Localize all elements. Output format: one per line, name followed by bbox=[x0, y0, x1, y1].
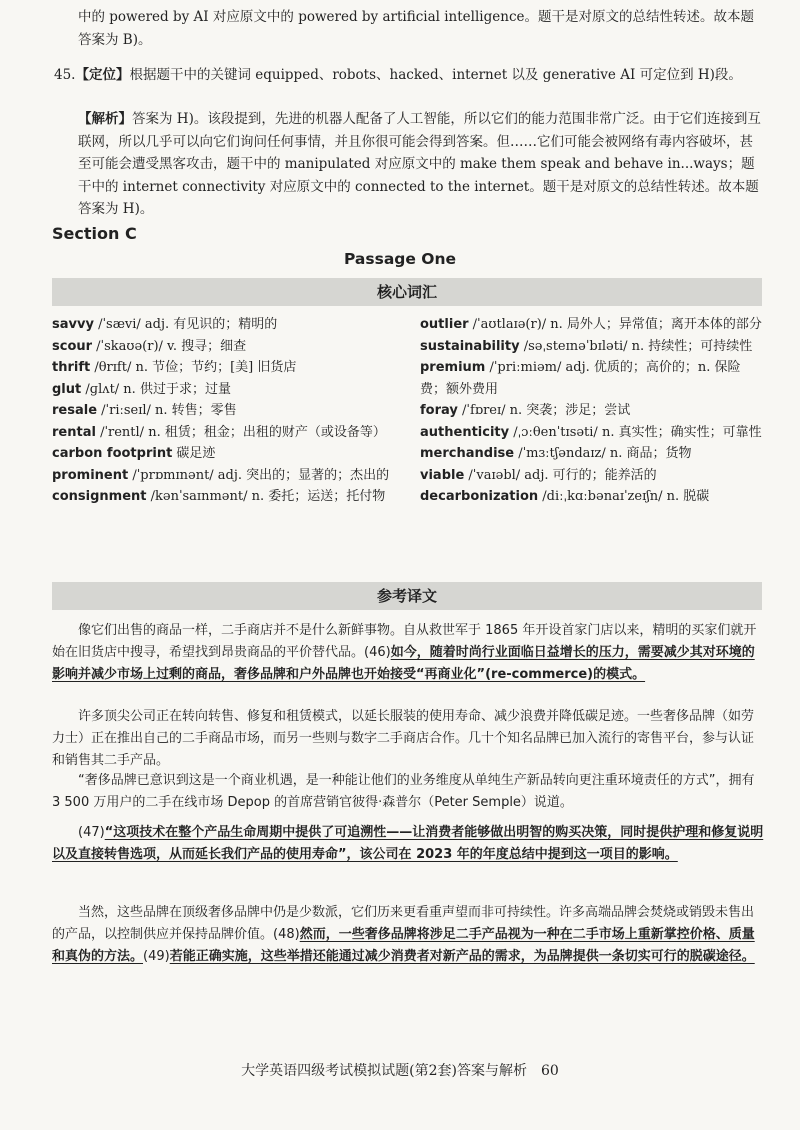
question-45-locate bbox=[54, 64, 764, 87]
analysis-label: 【解析】 bbox=[78, 111, 132, 127]
vocab-entry: scour /ˈskaʊə(r)/ v. 搜寻；细查 bbox=[52, 338, 247, 354]
vocab-entry: consignment /kənˈsaɪnmənt/ n. 委托；运送；托付物 bbox=[52, 489, 386, 504]
translation-heading: 参考译文 bbox=[52, 582, 762, 610]
section-title: Section C bbox=[52, 224, 137, 243]
vocab-entry: rental /ˈrentl/ n. 租赁；租金；出租的财产（或设备等） bbox=[52, 424, 386, 440]
analysis-text: 答案为 H)。该段提到，先进的机器人配备了人工智能，所以它们的能力范围非常广泛。由于它们连接到互联网，所以几乎可以向它们询问任何事情，并且你很可能会得到答案。但……它们可能会被网络有毒内容破坏，甚至可能会遭受黑客攻击，题干中的 manipulated 对应原文中的 make them speak and behave in...ways；题干中的 internet connectivity 对应原文中的 connected to the internet。题干是对原文的总结性转述。故本题答案为 H)。 bbox=[78, 111, 761, 217]
underlined-answer-46: 如今，随着时尚行业面临日益增长的压力，需要减少其对环境的影响并减少市场上过剩的商品，奢侈品牌和户外品牌也开始接受“再商业化”(re-commerce)的模式。 bbox=[52, 645, 755, 682]
vocab-entry: savvy /ˈsævi/ adj. 有见识的；精明的 bbox=[52, 317, 278, 332]
vocab-entry: prominent /ˈprɒmɪnənt/ adj. 突出的；显著的；杰出的 bbox=[52, 467, 390, 483]
translation-paragraph-4: (47)“这项技术在整个产品生命周期中提供了可追溯性——让消费者能够做出明智的购买决策，同时提供护理和修复说明以及直接转售选项，从而延长我们产品的使用寿命”，该公司在 2023 年的年度总结中提到这一项目的影响。 bbox=[52, 825, 764, 862]
underlined-answer-47: “这项技术在整个产品生命周期中提供了可追溯性——让消费者能够做出明智的购买决策，同时提供护理和修复说明以及直接转售选项，从而延长我们产品的使用寿命”，该公司在 2023 年的年度总结中提到这一项目的影响。 bbox=[52, 825, 764, 862]
page-footer: 大学英语四级考试模拟试题(第2套)答案与解析 60 bbox=[241, 1063, 559, 1079]
vocab-entry: viable /ˈvaɪəbl/ adj. 可行的；能养活的 bbox=[420, 467, 657, 483]
vocab-entry: sustainability /səˌsteɪnəˈbɪləti/ n. 持续性；可持续性 bbox=[420, 338, 753, 354]
vocab-entry: outlier /ˈaʊtlaɪə(r)/ n. 局外人；异常值；离开本体的部分 bbox=[420, 317, 762, 332]
vocab-entry: premium /ˈpriːmiəm/ adj. 优质的；高价的；n. 保险费；额外费用 bbox=[420, 360, 741, 397]
vocab-entry: thrift /θrɪft/ n. 节俭；节约；[美] 旧货店 bbox=[52, 360, 297, 375]
vocab-heading: 核心词汇 bbox=[52, 278, 762, 306]
translation-paragraph-3: “奢侈品牌已意识到这是一个商业机遇，是一种能让他们的业务维度从单纯生产新品转向更注重环境责任的方式”，拥有 3 500 万用户的二手在线市场 Depop 的首席营销官彼得·森普尔（Peter Semple）说道。 bbox=[52, 773, 755, 810]
vocab-entry: decarbonization /diːˌkɑːbənaɪˈzeɪʃn/ n. 脱碳 bbox=[420, 489, 710, 504]
question-45-analysis bbox=[78, 108, 764, 221]
translation-paragraph-5: 当然，这些品牌在顶级奢侈品牌中仍是少数派，它们历来更看重声望而非可持续性。许多高端品牌会焚烧或销毁未售出的产品，以控制供应并保持品牌价值。(48)然而，一些奢侈品牌将涉足二手产品视为一种在二手市场上重新掌控价格、质量和真伪的方法。(49)若能正确实施，这些举措还能通过减少消费者对新产品的需求，为品牌提供一条切实可行的脱碳途径。 bbox=[52, 905, 755, 964]
translation-paragraph-1: 像它们出售的商品一样，二手商店并不是什么新鲜事物。自从救世军于 1865 年开设首家门店以来，精明的买家们就开始在旧货店中搜寻，希望找到昂贵商品的平价替代品。(46)如今，随着时尚行业面临日益增长的压力，需要减少其对环境的影响并减少市场上过剩的商品，奢侈品牌和户外品牌也开始接受“再商业化”(re-commerce)的模式。 bbox=[52, 623, 757, 682]
locate-label: 【定位】 bbox=[75, 67, 130, 83]
vocab-entry: authenticity /ˌɔːθenˈtɪsəti/ n. 真实性；确实性；可靠性 bbox=[420, 424, 762, 440]
locate-text: 根据题干中的关键词 equipped、robots、hacked、internet 以及 generative AI 可定位到 H)段。 bbox=[129, 67, 742, 83]
vocab-entry: merchandise /ˈmɜːtʃəndaɪz/ n. 商品；货物 bbox=[420, 446, 692, 461]
translation-paragraph-2: 许多顶尖公司正在转向转售、修复和租赁模式，以延长服装的使用寿命、减少浪费并降低碳足迹。一些奢侈品牌（如劳力士）正在推出自己的二手商品市场，而另一些则与数字二手商店合作。几十个知名品牌已加入流行的寄售平台，参与认证和销售其二手产品。 bbox=[52, 709, 755, 768]
vocab-entry: resale /ˈriːseɪl/ n. 转售；零售 bbox=[52, 403, 237, 418]
question-number: 45. bbox=[54, 67, 76, 83]
passage-title: Passage One bbox=[343, 250, 457, 268]
answer-paragraph-44-end: 中的 powered by AI 对应原文中的 powered by artificial intelligence。题干是对原文的总结性转述。故本题答案为 B)。 bbox=[78, 9, 754, 48]
vocab-column-left bbox=[52, 314, 404, 508]
underlined-answer-49: 若能正确实施，这些举措还能通过减少消费者对新产品的需求，为品牌提供一条切实可行的脱碳途径。 bbox=[169, 949, 755, 964]
vocab-entry: carbon footprint 碳足迹 bbox=[52, 446, 216, 461]
vocab-entry: foray /ˈfɒreɪ/ n. 突袭；涉足；尝试 bbox=[420, 403, 631, 418]
vocab-column-right bbox=[420, 314, 764, 508]
underlined-answer-48: 然而，一些奢侈品牌将涉足二手产品视为一种在二手市场上重新掌控价格、质量和真伪的方法。 bbox=[52, 927, 755, 964]
vocab-entry: glut /ɡlʌt/ n. 供过于求；过量 bbox=[52, 381, 231, 397]
